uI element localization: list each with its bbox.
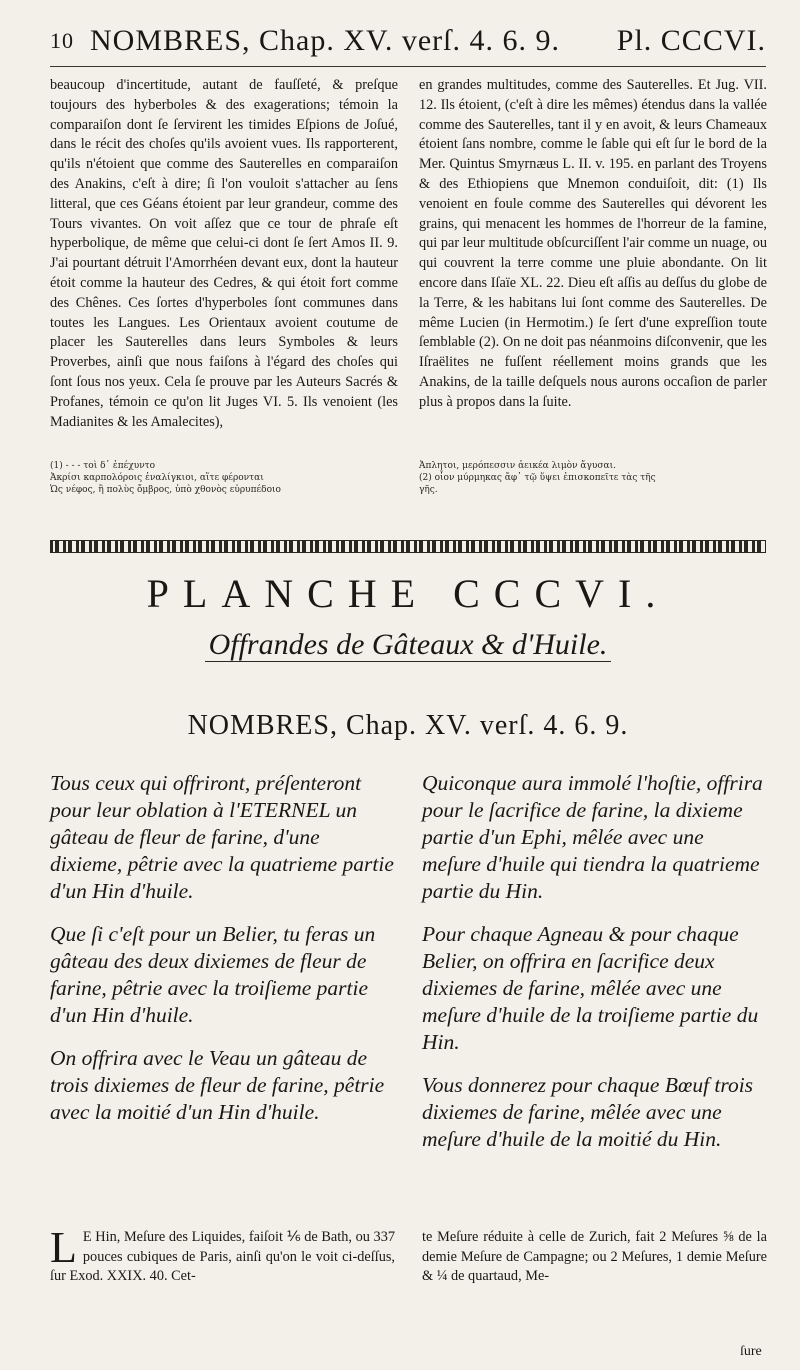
running-head [50, 22, 766, 67]
drop-cap: L [50, 1223, 77, 1272]
footnote-greek-left [50, 460, 400, 496]
verse-paragraph: Tous ceux qui offriront, préſenteront pour leur oblation à l'ETERNEL un gâteau de fleur de farine, d'une dixieme, pêtrie avec la quatrieme partie d'un Hin d'huile. [50, 771, 394, 903]
verse-paragraph: Pour chaque Agneau & pour chaque Belier, on offrira en ſacrifice deux dixiemes de farine, mêlée avec une meſure d'huile de la troiſieme partie du Hin. [422, 922, 759, 1054]
footnote-line: (2) οἷον μύρμηκας ἄφ᾽ τῷ ὕψει ἐπισκοπεῖτε τὰς τῆς [419, 473, 656, 483]
plate-number: Pl. CCCVI. [616, 24, 766, 57]
plate-title: PLANCHE CCCVI. [146, 571, 670, 616]
commentary-right: te Meſure réduite à celle de Zurich, fait 2 Meſures ⅝ de la demie Meſure de Campagne; ou 2 Meſures, 1 demie Meſure & ¼ de quartaud, Me- [422, 1229, 767, 1284]
verse-paragraph: Que ſi c'eſt pour un Belier, tu feras un gâteau des deux dixiemes de fleur de farine, pêtrie avec la troiſieme partie d'un Hin d'huile. [50, 922, 376, 1027]
catchword: ſure [740, 1344, 762, 1359]
footnote-line: γῆς. [419, 485, 438, 495]
verse-column-left [50, 770, 395, 1142]
footnote-line: (1) - - - τοὶ δ᾽ ἐπέχυντο [50, 461, 156, 471]
verse-paragraph: Vous donnerez pour chaque Bœuf trois dixiemes de farine, mêlée avec une meſure d'huile de la moitié du Hin. [422, 1073, 754, 1151]
running-title: NOMBRES, Chap. XV. verſ. 4. 6. 9. [90, 24, 560, 57]
page-number: 10 [50, 28, 74, 53]
verse-paragraph: Quiconque aura immolé l'hoſtie, offrira pour le ſacrifice de farine, la dixieme partie d'un Ephi, mêlée avec une meſure d'huile qui tiendra la quatrieme partie du Hin. [422, 771, 763, 903]
body-column-left: beaucoup d'incertitude, autant de fauſſeté, & preſque toujours des hyberboles & des exagerations; témoin la comparaiſon dont ſe ſervirent les timides Eſpions de Joſué, dans le récit des choſes qu'ils avoient vues. Ils rapporterent, qu'ils n'étoient que comme des Sauterelles en comparaiſon des Anakins, c'eſt à dire; ſi l'on vouloit s'attacher au ſens litteral, que ces Géans étoient par leur grandeur, comme des Tours vivantes. On voit aſſez que ce tour de phraſe eſt hyperbolique, de même que celui-ci dont ſe ſert Amos II. 9. J'ai pourtant détruit l'Amorrhéen devant eux, dont la hauteur étoit comme la hauteur des Cedres, & qui étoit fort comme des Chênes. Ces ſortes d'hyperboles ſont communes dans toutes les Langues. Les Orientaux avoient coutume de placer les Sauterelles dans leurs Symboles & leurs Proverbes, ainſi que nous faiſons à l'égard des choſes qui ſont ſous nos yeux. Cela ſe prouve par les Auteurs Sacrés & Profanes, témoin ce qu'on lit Juges VI. 5. Ils venoient (les Madianites & les Amalecites), [50, 77, 398, 430]
footnote-line: Ἀκρίσι καρπολόροις ἐναλίγκιοι, αἵτε φέρονται [50, 473, 264, 483]
verse-column-right [422, 770, 767, 1169]
plate-subtitle-text: Offrandes de Gâteaux & d'Huile. [205, 628, 612, 662]
footnote-line: Ὡς νέφος, ἢ πολὺς ὄμβρος, ὑπὸ χθονὸς εὐρυπέδοιο [50, 485, 281, 495]
commentary-left [50, 1223, 395, 1287]
commentary-text: E Hin, Meſure des Liquides, faiſoit ⅙ de Bath, ou 337 pouces cubiques de Paris, ainſi qu'on le voit ci-deſſus, ſur Exod. XXIX. 40. Cet- [50, 1229, 395, 1284]
footnote-greek-right [419, 460, 769, 496]
ornamental-band [50, 540, 766, 553]
verse-paragraph: On offrira avec le Veau un gâteau de trois dixiemes de fleur de farine, pêtrie avec la moitié d'un Hin d'huile. [50, 1046, 385, 1124]
plate-subtitle [50, 628, 766, 662]
plate-reference: NOMBRES, Chap. XV. verſ. 4. 6. 9. [187, 710, 629, 741]
footnote-line: Ἀπλητοι, μερόπεσσιν ἀεικέα λιμὸν ἄγυσαι. [419, 461, 616, 471]
body-column-right: en grandes multitudes, comme des Sauterelles. Et Jug. VII. 12. Ils étoient, (c'eſt à dire les mêmes) étendus dans la vallée comme des Sauterelles, tant il y en avoit, & leurs Chameaux étoient ſans nombre, comme le ſable qui eſt ſur le bord de la Mer. Quintus Smyrnæus L. II. v. 195. en parlant des Troyens & des Ethiopiens que Mnemon conduiſoit, dit: (1) Ils venoient en foule comme des Sauterelles qui dévorent les grains, qui menacent les hommes de l'horreur de la famine, qui par leur multitude obſcurciſſent l'air comme un nuage, ou qui couvrent la terre comme une pluie abondante. On lit encore dans Iſaïe XL. 22. Dieu eſt aſſis au deſſus du globe de la Terre, & les habitans lui ſont comme des Sauterelles. De même Lucien (in Hermotim.) ſe ſert d'une expreſſion toute ſemblable (2). On ne doit pas néanmoins diſconvenir, que les Iſraëlites ne fuſſent réellement moins grands que les Anakins, de la taille deſquels nous aurons occaſion de parler plus à propos dans la ſuite. [419, 77, 767, 410]
